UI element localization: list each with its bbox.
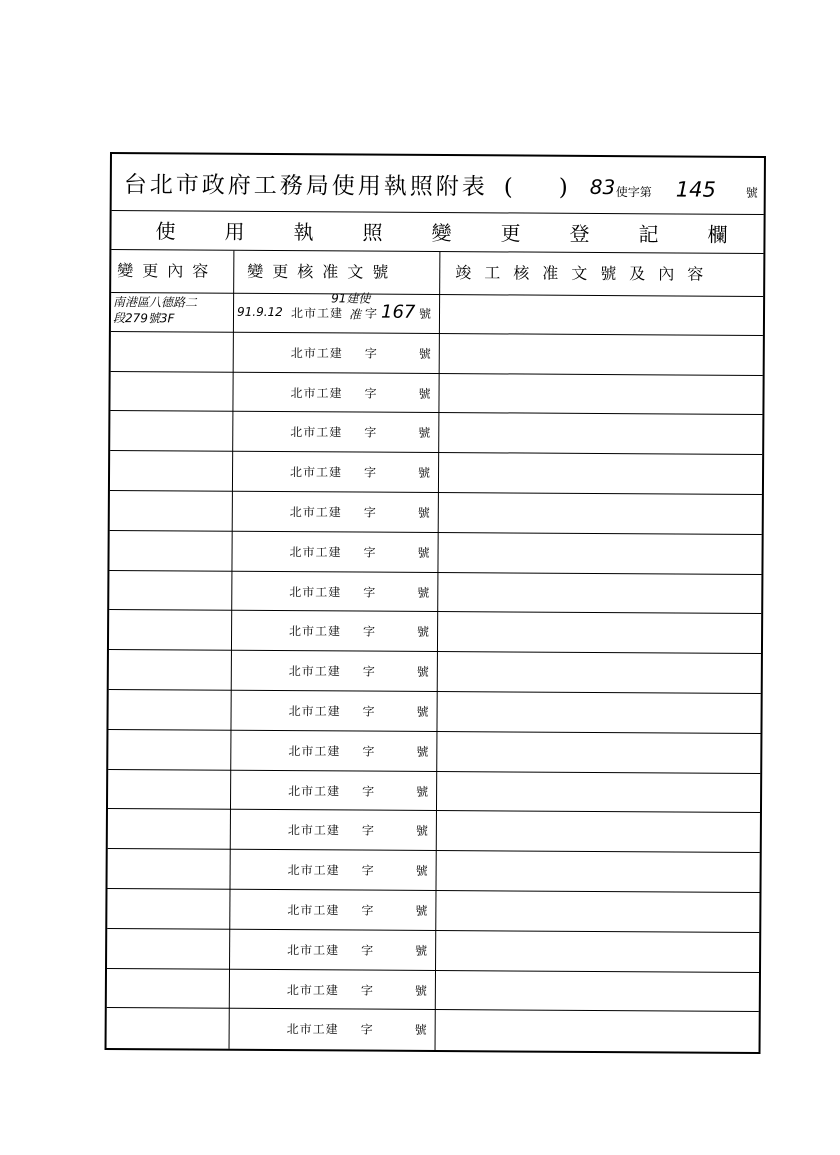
table-row <box>108 730 760 774</box>
approval-hao: 號 <box>416 784 429 799</box>
approval-unit: 北市工建 <box>289 624 342 639</box>
approval-zi: 字 <box>362 744 375 759</box>
approval-unit: 北市工建 <box>289 505 342 520</box>
approval-zi: 字 <box>361 903 374 918</box>
section-title-char: 使 <box>155 219 176 244</box>
approval-zi: 字 <box>364 346 377 361</box>
section-title-char: 記 <box>638 222 659 247</box>
form-title: 台北市政府工務局使用執照附表 <box>123 172 488 201</box>
approval-zi: 字 <box>364 386 377 401</box>
table-row <box>111 292 763 336</box>
title-row <box>112 154 764 215</box>
approval-unit: 北市工建 <box>287 903 340 918</box>
approval-unit: 北市工建 <box>290 306 344 321</box>
approval-hao: 號 <box>414 983 427 998</box>
approval-zi: 字 <box>363 505 376 520</box>
approval-unit: 北市工建 <box>287 823 340 838</box>
approval-zi: 字 <box>363 585 376 600</box>
table-row <box>111 332 763 376</box>
approval-unit: 北市工建 <box>290 345 343 361</box>
approval-zi: 字 <box>363 624 376 640</box>
approval-hao: 號 <box>414 1023 427 1038</box>
section-title-char: 執 <box>293 220 314 245</box>
approval-unit: 北市工建 <box>289 584 342 599</box>
approval-zi: 字 <box>364 465 377 480</box>
approval-zi: 字 <box>361 823 374 838</box>
approval-hao: 號 <box>418 346 431 361</box>
table-row <box>107 849 759 893</box>
table-row <box>109 650 761 694</box>
approval-unit: 北市工建 <box>286 1022 339 1037</box>
approval-hao: 號 <box>415 864 428 879</box>
approval-hao: 號 <box>417 545 430 560</box>
table-row <box>108 690 760 734</box>
change-content-line: 段279號3F <box>112 311 175 326</box>
column-header-row <box>111 250 763 297</box>
table-row <box>107 1008 759 1052</box>
approval-zi: 字 <box>360 1022 373 1037</box>
approval-number: 167 <box>380 301 416 323</box>
change-content-line: 南港區八德路二 <box>113 295 198 310</box>
table-row <box>107 889 759 933</box>
license-suffix: 號 <box>745 185 758 200</box>
section-title-char: 變 <box>431 220 452 246</box>
approval-zi: 字 <box>364 306 378 321</box>
section-title-char: 登 <box>569 221 590 246</box>
section-title-char: 照 <box>362 220 383 245</box>
approval-unit: 北市工建 <box>288 783 341 798</box>
table-row <box>107 929 759 973</box>
license-year: 83 <box>589 174 616 200</box>
approval-zi: 字 <box>364 425 377 441</box>
header-change-approval: 變更核准文號 <box>247 261 398 282</box>
approval-unit: 北市工建 <box>290 425 343 440</box>
approval-zi: 字 <box>361 863 374 878</box>
approval-unit: 北市工建 <box>289 544 342 560</box>
header-completion-approval: 竣工核准文號及內容 <box>455 263 717 284</box>
approval-hao: 號 <box>416 704 429 719</box>
approval-unit: 北市工建 <box>288 743 341 759</box>
approval-zi: 字 <box>362 664 375 679</box>
approval-zi: 字 <box>360 983 373 998</box>
table-row <box>109 610 761 654</box>
approval-hao: 號 <box>418 466 431 481</box>
change-content-cell <box>113 294 231 331</box>
approval-handwritten-mid: 准 <box>348 307 362 322</box>
permit-annex-form <box>105 152 766 1054</box>
approval-unit: 北市工建 <box>287 863 340 878</box>
header-change-content: 變更內容 <box>117 261 218 281</box>
approval-hao: 號 <box>415 943 428 958</box>
table-row <box>110 372 762 416</box>
approval-hao: 號 <box>416 744 429 759</box>
section-title-char: 用 <box>224 219 245 244</box>
section-title-char: 更 <box>500 221 521 246</box>
table-row <box>110 491 762 535</box>
license-label: 使字第 <box>615 185 652 200</box>
license-serial: 145 <box>675 177 716 202</box>
approval-zi: 字 <box>363 545 376 560</box>
table-row <box>110 451 762 495</box>
table-row <box>110 411 762 455</box>
approval-hao: 號 <box>418 426 431 441</box>
approval-unit: 北市工建 <box>287 942 340 958</box>
approval-date: 91.9.12 <box>236 304 283 320</box>
approval-hao: 號 <box>418 386 431 401</box>
approval-unit: 北市工建 <box>288 704 341 719</box>
approval-hao: 號 <box>417 505 430 520</box>
table-row <box>108 770 760 814</box>
approval-zi: 字 <box>361 943 374 958</box>
table-row <box>109 531 761 575</box>
table-row <box>109 571 761 615</box>
table-row <box>108 809 760 853</box>
approval-hao: 號 <box>415 824 428 839</box>
table-row <box>107 969 759 1013</box>
table-body <box>107 292 764 1052</box>
section-title-char: 欄 <box>707 222 728 247</box>
approval-hao: 號 <box>417 625 430 640</box>
approval-hao: 號 <box>415 903 428 918</box>
approval-zi: 字 <box>362 784 375 799</box>
title-parenthesis: ( ) <box>503 174 568 201</box>
approval-hao: 號 <box>417 585 430 600</box>
approval-handwritten-prefix: 91建使 <box>331 291 371 306</box>
approval-unit: 北市工建 <box>286 982 339 997</box>
section-title-row <box>111 210 763 254</box>
approval-unit: 北市工建 <box>290 385 343 401</box>
approval-unit: 北市工建 <box>288 664 341 679</box>
approval-hao: 號 <box>418 306 432 321</box>
approval-hao: 號 <box>416 665 429 680</box>
approval-unit: 北市工建 <box>290 465 343 480</box>
approval-zi: 字 <box>362 704 375 719</box>
